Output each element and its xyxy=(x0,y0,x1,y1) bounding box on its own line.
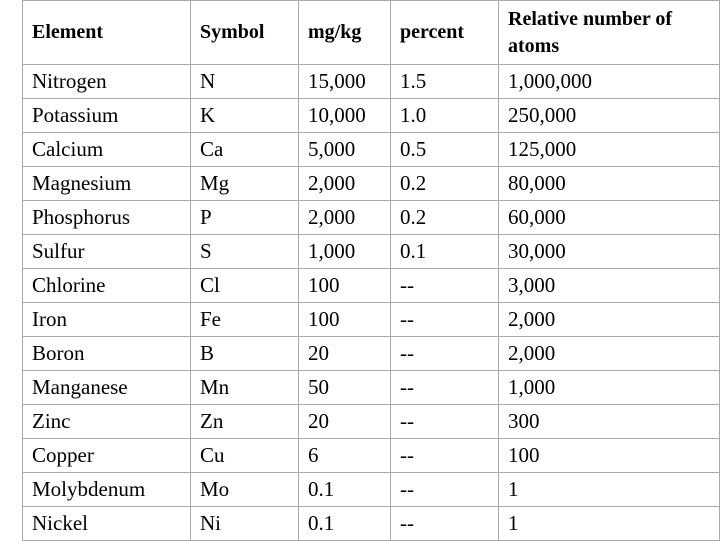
cell-element: Copper xyxy=(23,439,191,473)
cell-element: Molybdenum xyxy=(23,473,191,507)
cell-percent: 0.2 xyxy=(391,167,499,201)
cell-relative-atoms: 100 xyxy=(499,439,720,473)
cell-percent: -- xyxy=(391,405,499,439)
table-body xyxy=(23,65,720,541)
table-row xyxy=(23,201,720,235)
cell-mgkg: 5,000 xyxy=(299,133,391,167)
cell-element: Chlorine xyxy=(23,269,191,303)
cell-symbol: Cl xyxy=(191,269,299,303)
header-relative-atoms: Relative number of atoms xyxy=(499,1,720,65)
cell-element: Phosphorus xyxy=(23,201,191,235)
cell-symbol: S xyxy=(191,235,299,269)
cell-mgkg: 15,000 xyxy=(299,65,391,99)
table-row xyxy=(23,507,720,541)
cell-element: Nickel xyxy=(23,507,191,541)
cell-element: Potassium xyxy=(23,99,191,133)
cell-symbol: Mn xyxy=(191,371,299,405)
cell-relative-atoms: 1,000 xyxy=(499,371,720,405)
table-row xyxy=(23,167,720,201)
cell-relative-atoms: 1 xyxy=(499,473,720,507)
cell-relative-atoms: 125,000 xyxy=(499,133,720,167)
cell-element: Calcium xyxy=(23,133,191,167)
element-table xyxy=(22,0,720,541)
cell-percent: -- xyxy=(391,473,499,507)
header-symbol: Symbol xyxy=(191,1,299,65)
cell-element: Nitrogen xyxy=(23,65,191,99)
cell-relative-atoms: 300 xyxy=(499,405,720,439)
cell-mgkg: 50 xyxy=(299,371,391,405)
table-row xyxy=(23,303,720,337)
table-row xyxy=(23,337,720,371)
cell-mgkg: 2,000 xyxy=(299,167,391,201)
cell-mgkg: 10,000 xyxy=(299,99,391,133)
table-row xyxy=(23,99,720,133)
cell-mgkg: 20 xyxy=(299,405,391,439)
cell-element: Iron xyxy=(23,303,191,337)
cell-relative-atoms: 3,000 xyxy=(499,269,720,303)
cell-symbol: Cu xyxy=(191,439,299,473)
header-percent: percent xyxy=(391,1,499,65)
cell-element: Boron xyxy=(23,337,191,371)
cell-percent: 0.2 xyxy=(391,201,499,235)
table-row xyxy=(23,439,720,473)
cell-percent: 1.5 xyxy=(391,65,499,99)
cell-mgkg: 100 xyxy=(299,303,391,337)
table-row xyxy=(23,405,720,439)
header-mgkg: mg/kg xyxy=(299,1,391,65)
cell-mgkg: 1,000 xyxy=(299,235,391,269)
cell-mgkg: 2,000 xyxy=(299,201,391,235)
cell-mgkg: 0.1 xyxy=(299,473,391,507)
cell-percent: -- xyxy=(391,337,499,371)
table-row xyxy=(23,269,720,303)
cell-symbol: Zn xyxy=(191,405,299,439)
cell-mgkg: 100 xyxy=(299,269,391,303)
cell-relative-atoms: 80,000 xyxy=(499,167,720,201)
cell-symbol: Ca xyxy=(191,133,299,167)
cell-relative-atoms: 1 xyxy=(499,507,720,541)
cell-relative-atoms: 2,000 xyxy=(499,303,720,337)
cell-relative-atoms: 2,000 xyxy=(499,337,720,371)
cell-element: Manganese xyxy=(23,371,191,405)
cell-percent: 1.0 xyxy=(391,99,499,133)
cell-mgkg: 6 xyxy=(299,439,391,473)
header-row xyxy=(23,1,720,65)
cell-mgkg: 20 xyxy=(299,337,391,371)
cell-percent: 0.5 xyxy=(391,133,499,167)
cell-relative-atoms: 1,000,000 xyxy=(499,65,720,99)
cell-percent: -- xyxy=(391,507,499,541)
table-row xyxy=(23,371,720,405)
cell-relative-atoms: 250,000 xyxy=(499,99,720,133)
table-row xyxy=(23,133,720,167)
cell-mgkg: 0.1 xyxy=(299,507,391,541)
cell-symbol: B xyxy=(191,337,299,371)
cell-percent: 0.1 xyxy=(391,235,499,269)
cell-symbol: Mo xyxy=(191,473,299,507)
header-element: Element xyxy=(23,1,191,65)
cell-symbol: N xyxy=(191,65,299,99)
cell-percent: -- xyxy=(391,371,499,405)
cell-element: Zinc xyxy=(23,405,191,439)
cell-symbol: Ni xyxy=(191,507,299,541)
cell-symbol: K xyxy=(191,99,299,133)
cell-relative-atoms: 30,000 xyxy=(499,235,720,269)
cell-percent: -- xyxy=(391,269,499,303)
cell-relative-atoms: 60,000 xyxy=(499,201,720,235)
cell-percent: -- xyxy=(391,439,499,473)
cell-element: Magnesium xyxy=(23,167,191,201)
table-row xyxy=(23,473,720,507)
table-row xyxy=(23,65,720,99)
table-row xyxy=(23,235,720,269)
cell-symbol: P xyxy=(191,201,299,235)
table-header xyxy=(23,1,720,65)
cell-symbol: Mg xyxy=(191,167,299,201)
cell-element: Sulfur xyxy=(23,235,191,269)
cell-percent: -- xyxy=(391,303,499,337)
cell-symbol: Fe xyxy=(191,303,299,337)
